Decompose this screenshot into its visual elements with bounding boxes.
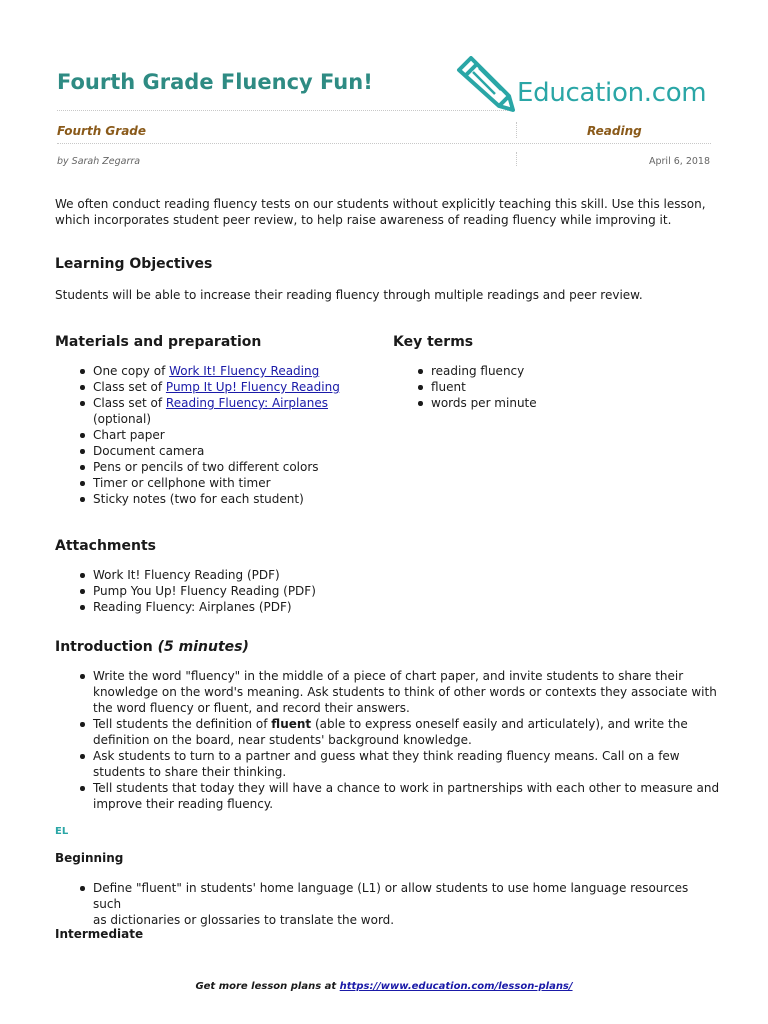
list-item: One copy of Work It! Fluency Reading: [55, 363, 375, 379]
reading-fluency-airplanes-link[interactable]: Reading Fluency: Airplanes: [165, 396, 328, 410]
logo-text: Education.com: [517, 78, 707, 108]
list-item: Pens or pencils of two different colors: [55, 459, 375, 475]
learning-objectives-text: Students will be able to increase their reading fluency through multiple readings and peer review.: [55, 288, 643, 302]
education-com-logo[interactable]: [455, 56, 713, 112]
work-it-link[interactable]: Work It! Fluency Reading: [169, 364, 320, 378]
list-item: Sticky notes (two for each student): [55, 491, 375, 507]
intermediate-heading: Intermediate: [55, 927, 144, 941]
list-item: Timer or cellphone with timer: [55, 475, 375, 491]
footer: Get more lesson plans at https://www.education.com/lesson-plans/: [195, 981, 573, 992]
list-item: Class set of Pump It Up! Fluency Reading: [55, 379, 375, 395]
meta-separator: [516, 152, 517, 166]
attachments-heading: Attachments: [55, 538, 157, 554]
materials-heading: Materials and preparation: [55, 334, 262, 350]
introduction-list: [55, 668, 720, 812]
key-terms-list: [393, 363, 693, 411]
pencil-logo-icon: [455, 56, 515, 112]
list-item: Ask students to turn to a partner and guess what they think reading fluency means. Call on a few students to share their thinking.: [55, 748, 720, 780]
attachment-item[interactable]: Pump You Up! Fluency Reading (PDF): [55, 583, 455, 599]
page-title: Fourth Grade Fluency Fun!: [57, 70, 373, 94]
beginning-heading: Beginning: [55, 851, 124, 865]
meta-separator: [516, 122, 517, 138]
list-item: Write the word "fluency" in the middle of a piece of chart paper, and invite students to share their knowledge on the word's meaning. Ask students to think of other words or contexts they associate with the word fluency or fluent, and record their answers.: [55, 668, 720, 716]
meta-divider: [57, 143, 711, 144]
beginning-list: [55, 880, 720, 928]
list-item: words per minute: [393, 395, 693, 411]
attachment-item[interactable]: Work It! Fluency Reading (PDF): [55, 567, 455, 583]
title-divider: [57, 110, 510, 111]
list-item: Define "fluent" in students' home language (L1) or allow students to use home language resources such as dictionaries or glossaries to translate the word.: [55, 880, 720, 928]
list-item: Class set of Reading Fluency: Airplanes (optional): [55, 395, 375, 427]
pump-it-up-link[interactable]: Pump It Up! Fluency Reading: [165, 380, 340, 394]
introduction-heading: Introduction (5 minutes): [55, 639, 249, 655]
grade-label: Fourth Grade: [57, 124, 147, 138]
attachments-list: [55, 567, 455, 615]
introduction-duration: (5 minutes): [157, 639, 249, 655]
list-item: Tell students that today they will have a chance to work in partnerships with each other to measure and improve their reading fluency.: [55, 780, 720, 812]
learning-objectives-heading: Learning Objectives: [55, 256, 213, 272]
attachment-item[interactable]: Reading Fluency: Airplanes (PDF): [55, 599, 455, 615]
intro-paragraph: [55, 196, 715, 228]
el-label: EL: [55, 826, 69, 837]
list-item: fluent: [393, 379, 693, 395]
subject-label: Reading: [587, 124, 642, 138]
key-terms-heading: Key terms: [393, 334, 474, 350]
list-item: Tell students the definition of fluent (able to express oneself easily and articulately), and write the definition on the board, near students' background knowledge.: [55, 716, 720, 748]
list-item: Document camera: [55, 443, 375, 459]
materials-list: [55, 363, 375, 507]
lesson-plans-link[interactable]: https://www.education.com/lesson-plans/: [339, 981, 573, 992]
list-item: reading fluency: [393, 363, 693, 379]
publish-date: April 6, 2018: [649, 156, 710, 167]
paragraph-line: which incorporates student peer review, to help raise awareness of reading fluency while improving it.: [55, 213, 672, 227]
author-byline: by Sarah Zegarra: [57, 156, 141, 167]
list-item: Chart paper: [55, 427, 375, 443]
paragraph-line: We often conduct reading fluency tests on our students without explicitly teaching this skill. Use this lesson,: [55, 197, 706, 211]
fluent-term: fluent: [271, 717, 312, 731]
